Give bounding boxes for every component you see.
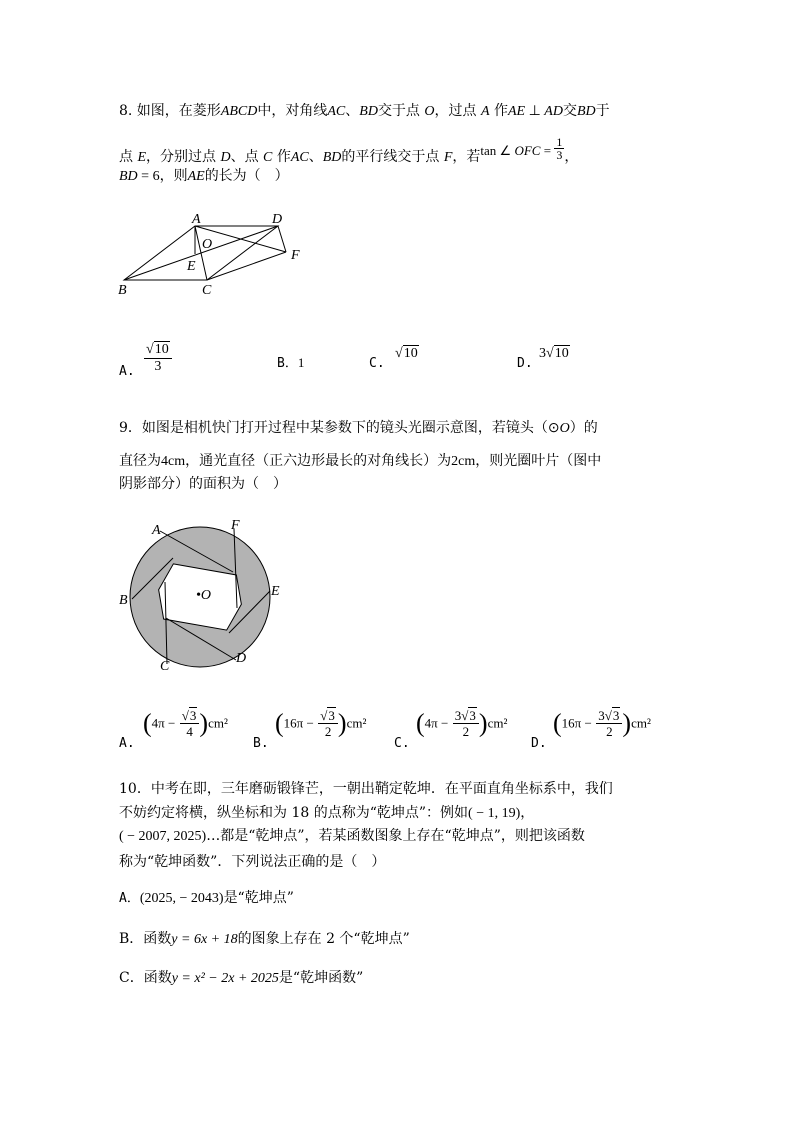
q10-option-c: C．函数y = x² − 2x + 2025是“乾坤函数” [119,970,364,986]
segment-df [278,226,286,252]
label-o: •O [196,588,212,603]
q8-option-b: B．1 [277,355,305,371]
label-e: E [271,584,280,599]
q10-line-1: 10．中考在即，三年磨砺锻锋芒，一朝出鞘定乾坤．在平面直角坐标系中，我们 [119,781,613,797]
q10-line-2: 不妨约定将横，纵坐标和为 18 的点称为“乾坤点”：例如( − 1, 19)， [119,805,535,821]
q10-option-a: A．(2025, − 2043)是“乾坤点” [119,890,294,906]
q8-line-3: BD = 6，则AE的长为（ ） [119,168,289,184]
label-f: F [291,248,300,263]
label-a: A [192,212,201,227]
label-d: D [236,651,247,666]
q10-option-b: B．函数y = 6x + 18的图象上存在 2 个“乾坤点” [119,931,410,947]
q10-line-3: ( − 2007, 2025)…都是“乾坤点”，若某函数图象上存在“乾坤点”，则把该函数 [119,828,585,844]
q8-line-1: 8. 如图，在菱形ABCD中，对角线AC、BD交于点 O，过点 A 作AE ⊥ AD交BD于 [119,103,610,119]
q9-line-3: 阴影部分）的面积为（ ） [119,476,287,492]
label-d: D [272,212,283,227]
q8-fraction: $\frac{1}{3}$ [556,135,563,162]
q9-line-1: 9．如图是相机快门打开过程中某参数下的镜头光圈示意图，若镜头（⊙O）的 [119,420,598,436]
label-o: O [202,237,213,252]
label-a: A [152,523,161,538]
label-b: B [118,283,127,298]
diagonal-bd [124,226,278,280]
label-c: C [202,283,212,298]
label-c: C [160,659,170,674]
segment-cf [207,252,286,280]
q8-rhombus-figure [110,208,310,300]
q10-line-4: 称为“乾坤函数”．下列说法正确的是（ ） [119,854,386,870]
label-e: E [187,259,196,274]
q8-line-2: 点 E，分别过点 D、点 C 作AC、BD的平行线交于点 F，若tan ∠ OFC = $\frac{1}{3}$ ， [119,135,579,165]
label-b: B [119,593,128,608]
q9-aperture-figure [110,515,290,675]
q9-line-2: 直径为4cm，通光直径（正六边形最长的对角线长）为2cm，则光圈叶片（图中 [119,453,602,469]
label-f: F [231,518,240,533]
